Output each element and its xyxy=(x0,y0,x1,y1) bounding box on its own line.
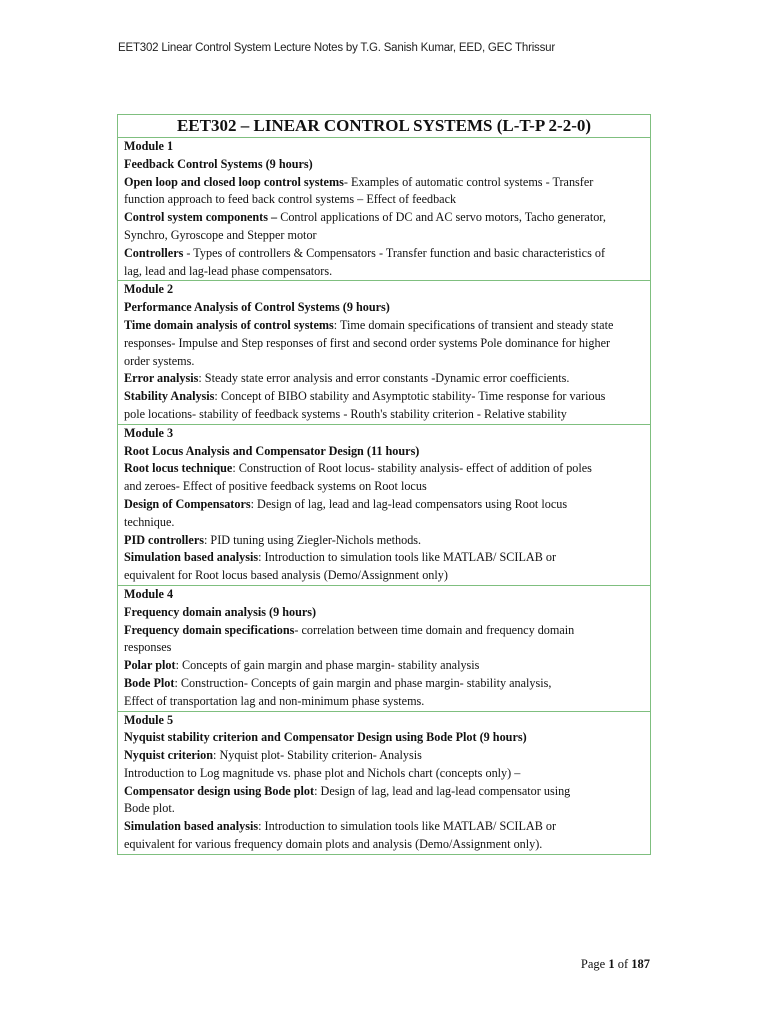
topic-text: and zeroes- Effect of positive feedback systems on Root locus xyxy=(124,479,427,494)
module-line xyxy=(124,353,644,371)
module-section xyxy=(118,586,650,712)
page-total: 187 xyxy=(631,957,650,971)
module-line xyxy=(124,191,644,209)
module-line xyxy=(124,514,644,532)
module-heading: Frequency domain analysis (9 hours) xyxy=(124,604,317,619)
module-line xyxy=(124,693,644,711)
module-number: Module 4 xyxy=(124,586,174,601)
module-line xyxy=(124,818,644,836)
topic-text: : Nyquist plot- Stability criterion- Analysis xyxy=(213,748,422,763)
topic-text: function approach to feed back control systems – Effect of feedback xyxy=(124,192,457,207)
topic-title: Simulation based analysis xyxy=(124,819,259,834)
syllabus-title: EET302 – LINEAR CONTROL SYSTEMS (L-T-P 2-2-0) xyxy=(118,115,650,138)
topic-title: Open loop and closed loop control systems xyxy=(124,174,344,189)
module-line xyxy=(124,388,644,406)
module-number: Module 1 xyxy=(124,139,174,153)
module-line xyxy=(124,227,644,245)
module-heading: Root Locus Analysis and Compensator Design (11 hours) xyxy=(124,443,420,458)
module-line xyxy=(124,836,644,854)
topic-text: : Introduction to simulation tools like MATLAB/ SCILAB or xyxy=(258,819,557,834)
topic-text: : Introduction to simulation tools like MATLAB/ SCILAB or xyxy=(258,550,557,565)
module-section xyxy=(118,281,650,424)
module-line xyxy=(124,335,644,353)
module-line xyxy=(124,675,644,693)
module-line xyxy=(124,317,644,335)
topic-title: Nyquist criterion xyxy=(124,748,214,763)
topic-title: Bode Plot xyxy=(124,675,175,690)
topic-text: pole locations- stability of feedback systems - Routh's stability criterion - Relative stability xyxy=(124,406,567,421)
topic-text: - Types of controllers & Compensators - Transfer function and basic characteristics of xyxy=(183,245,606,260)
page-number xyxy=(581,957,650,972)
module-line xyxy=(124,460,644,478)
module-line xyxy=(124,174,644,192)
topic-text: Bode plot. xyxy=(124,801,175,816)
topic-text: : Concepts of gain margin and phase margin- stability analysis xyxy=(175,658,480,673)
page-of: of xyxy=(614,957,632,971)
module-section xyxy=(118,425,650,586)
module-number: Module 3 xyxy=(124,425,174,440)
module-section xyxy=(118,712,650,854)
topic-title: Stability Analysis xyxy=(124,389,215,404)
topic-title: Time domain analysis of control systems xyxy=(124,317,334,332)
module-number: Module 5 xyxy=(124,712,174,727)
topic-text: Introduction to Log magnitude vs. phase plot and Nichols chart (concepts only) – xyxy=(124,765,521,780)
topic-text: : Time domain specifications of transient and steady state xyxy=(333,317,614,332)
module-line xyxy=(124,800,644,818)
topic-text: : Concept of BIBO stability and Asymptotic stability- Time response for various xyxy=(214,389,606,404)
topic-title: Compensator design using Bode plot xyxy=(124,783,315,798)
module-line xyxy=(124,549,644,567)
module-section xyxy=(118,138,650,281)
topic-text: : Construction- Concepts of gain margin and phase margin- stability analysis, xyxy=(174,675,552,690)
topic-text: Control applications of DC and AC servo motors, Tacho generator, xyxy=(277,210,606,225)
module-line xyxy=(124,532,644,550)
module-line xyxy=(124,657,644,675)
module-line xyxy=(124,496,644,514)
modules-container xyxy=(118,138,650,854)
module-line xyxy=(124,370,644,388)
syllabus-table xyxy=(117,114,651,855)
running-header: EET302 Linear Control System Lecture Notes by T.G. Sanish Kumar, EED, GEC Thrissur xyxy=(118,42,555,54)
module-line xyxy=(124,263,644,281)
topic-title: Controllers xyxy=(124,245,184,260)
topic-title: Error analysis xyxy=(124,371,199,386)
topic-text: : PID tuning using Ziegler-Nichols methods. xyxy=(204,532,422,547)
topic-text: order systems. xyxy=(124,353,195,368)
topic-text: : Design of lag, lead and lag-lead compensator using xyxy=(314,783,571,798)
topic-text: equivalent for various frequency domain plots and analysis (Demo/Assignment only). xyxy=(124,837,543,852)
topic-title: Control system components – xyxy=(124,210,278,225)
module-line xyxy=(124,245,644,263)
topic-text: lag, lead and lag-lead phase compensators. xyxy=(124,263,333,278)
page-label: Page xyxy=(580,957,609,971)
topic-title: Frequency domain specifications xyxy=(124,622,295,637)
topic-text: Synchro, Gyroscope and Stepper motor xyxy=(124,227,317,242)
topic-text: technique. xyxy=(124,514,175,529)
module-heading: Nyquist stability criterion and Compensator Design using Bode Plot (9 hours) xyxy=(124,730,527,745)
module-line xyxy=(124,478,644,496)
module-line xyxy=(124,567,644,585)
module-line xyxy=(124,406,644,424)
module-line xyxy=(124,747,644,765)
module-line xyxy=(124,765,644,783)
module-heading: Feedback Control Systems (9 hours) xyxy=(124,156,313,171)
topic-text: : Steady state error analysis and error constants -Dynamic error coefficients. xyxy=(198,371,570,386)
module-line xyxy=(124,622,644,640)
topic-text: Effect of transportation lag and non-minimum phase systems. xyxy=(124,693,425,708)
topic-title: Simulation based analysis xyxy=(124,550,259,565)
topic-text: : Design of lag, lead and lag-lead compensators using Root locus xyxy=(250,496,568,511)
topic-title: Polar plot xyxy=(124,658,176,673)
topic-text: equivalent for Root locus based analysis (Demo/Assignment only) xyxy=(124,568,448,583)
topic-text: responses- Impulse and Step responses of first and second order systems Pole dominance for higher xyxy=(124,335,611,350)
topic-text: : Construction of Root locus- stability analysis- effect of addition of poles xyxy=(232,461,592,476)
topic-text: responses xyxy=(124,640,172,655)
topic-title: Root locus technique xyxy=(124,461,233,476)
module-heading: Performance Analysis of Control Systems (9 hours) xyxy=(124,300,390,315)
module-line xyxy=(124,639,644,657)
topic-title: PID controllers xyxy=(124,532,204,547)
module-number: Module 2 xyxy=(124,282,174,297)
module-line xyxy=(124,209,644,227)
topic-title: Design of Compensators xyxy=(124,496,251,511)
page-current: 1 xyxy=(608,957,615,971)
topic-text: - Examples of automatic control systems - Transfer xyxy=(343,174,594,189)
module-line xyxy=(124,783,644,801)
topic-text: - correlation between time domain and frequency domain xyxy=(294,622,575,637)
